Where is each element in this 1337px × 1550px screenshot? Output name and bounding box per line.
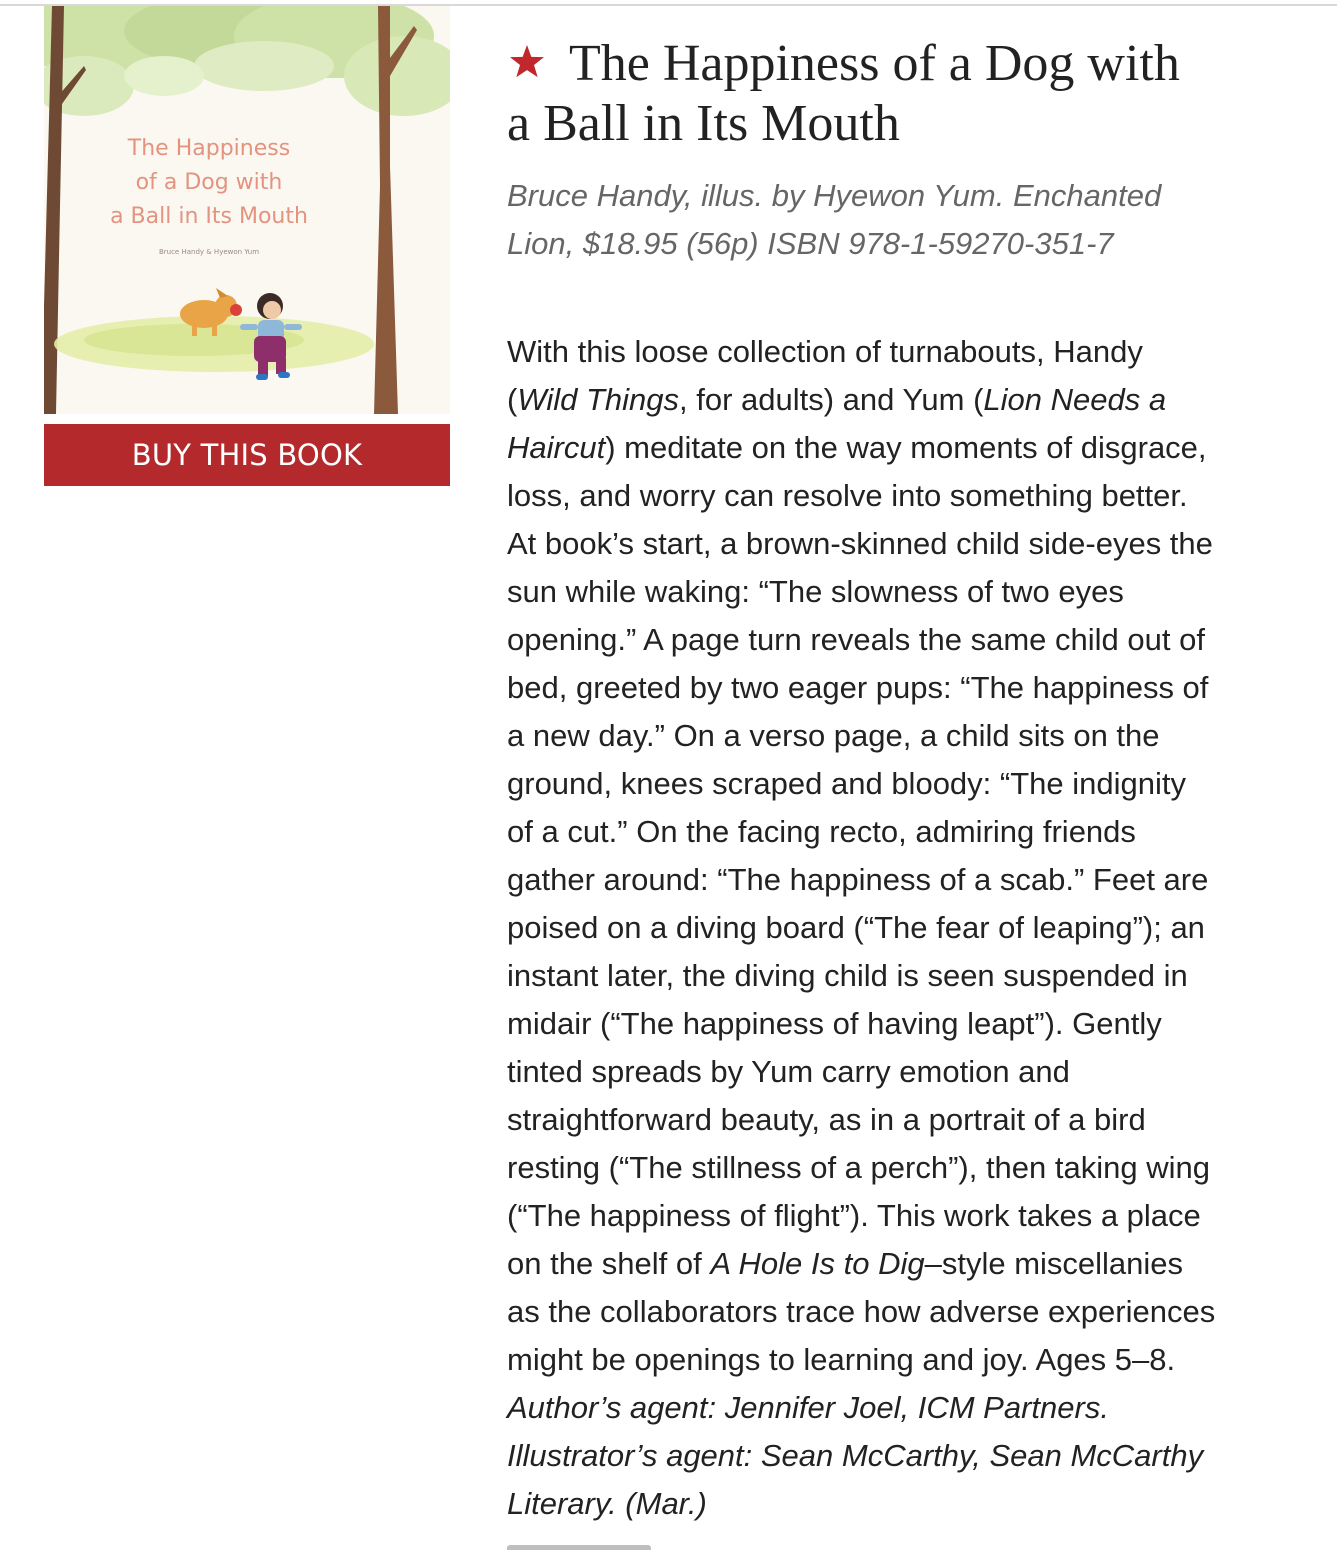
review-line: With this loose collection of turnabouts, Handy <box>507 334 1143 369</box>
referenced-title: Wild Things <box>517 382 679 417</box>
review-line: ground, knees scraped and bloody: “The indignity <box>507 766 1186 801</box>
starred-review-icon <box>507 42 547 82</box>
review-line: gather around: “The happiness of a scab.” Feet are <box>507 862 1209 897</box>
review-line: instant later, the diving child is seen suspended in <box>507 958 1188 993</box>
byline-line: Lion, $18.95 (56p) ISBN 978-1-59270-351-7 <box>507 226 1114 261</box>
book-byline <box>507 172 1307 268</box>
review-line <box>507 1240 1307 1288</box>
review-text: ) meditate on the way moments of disgrace, <box>605 430 1207 465</box>
referenced-title: A Hole Is to Dig <box>710 1246 925 1281</box>
book-cover-image[interactable] <box>44 6 450 414</box>
cover-authors: Bruce Handy & Hyewon Yum <box>158 248 260 256</box>
review-text: ( <box>507 382 518 417</box>
review-line: sun while waking: “The slowness of two eyes <box>507 574 1124 609</box>
review-line <box>507 424 1307 472</box>
review-line: opening.” A page turn reveals the same child out of <box>507 622 1205 657</box>
review-line: tinted spreads by Yum carry emotion and <box>507 1054 1070 1089</box>
review-text: on the shelf of <box>507 1246 711 1281</box>
review-line: as the collaborators trace how adverse experiences <box>507 1294 1216 1329</box>
review-line: a new day.” On a verso page, a child sits on the <box>507 718 1160 753</box>
review-body <box>507 328 1307 1528</box>
book-title-text: The Happiness of a Dog with <box>569 35 1180 92</box>
byline-line: Bruce Handy, illus. by Hyewon Yum. Enchanted <box>507 178 1162 213</box>
review-text: , for adults) and Yum ( <box>679 382 984 417</box>
review-line: resting (“The stillness of a perch”), then taking wing <box>507 1150 1210 1185</box>
agent-credit-line: Literary. (Mar.) <box>507 1486 707 1521</box>
referenced-title: Lion Needs a <box>983 382 1167 417</box>
review-line: loss, and worry can resolve into something better. <box>507 478 1188 513</box>
referenced-title: Haircut <box>507 430 606 465</box>
cover-title-line: The Happiness <box>127 136 291 161</box>
book-title-line: a Ball in Its Mouth <box>507 95 900 152</box>
review-line: bed, greeted by two eager pups: “The happiness of <box>507 670 1209 705</box>
book-title-line <box>507 34 1307 94</box>
review-line: At book’s start, a brown-skinned child side-eyes the <box>507 526 1213 561</box>
review-line: poised on a diving board (“The fear of leaping”); an <box>507 910 1205 945</box>
review-line: straightforward beauty, as in a portrait of a bird <box>507 1102 1146 1137</box>
next-item-divider <box>507 1545 651 1550</box>
review-line <box>507 376 1307 424</box>
review-line: (“The happiness of flight”). This work takes a place <box>507 1198 1201 1233</box>
review-line: might be openings to learning and joy. Ages 5–8. <box>507 1342 1176 1377</box>
cover-title <box>44 132 374 234</box>
buy-this-book-button[interactable]: BUY THIS BOOK <box>44 424 450 486</box>
review-line: of a cut.” On the facing recto, admiring friends <box>507 814 1136 849</box>
cover-title-line: a Ball in Its Mouth <box>110 204 308 229</box>
review-line: midair (“The happiness of having leapt”). Gently <box>507 1006 1162 1041</box>
agent-credit-line: Author’s agent: Jennifer Joel, ICM Partners. <box>507 1390 1109 1425</box>
agent-credit-line: Illustrator’s agent: Sean McCarthy, Sean McCarthy <box>507 1438 1204 1473</box>
review-text: –style miscellanies <box>924 1246 1184 1281</box>
cover-title-line: of a Dog with <box>135 170 283 195</box>
book-title <box>507 34 1307 154</box>
